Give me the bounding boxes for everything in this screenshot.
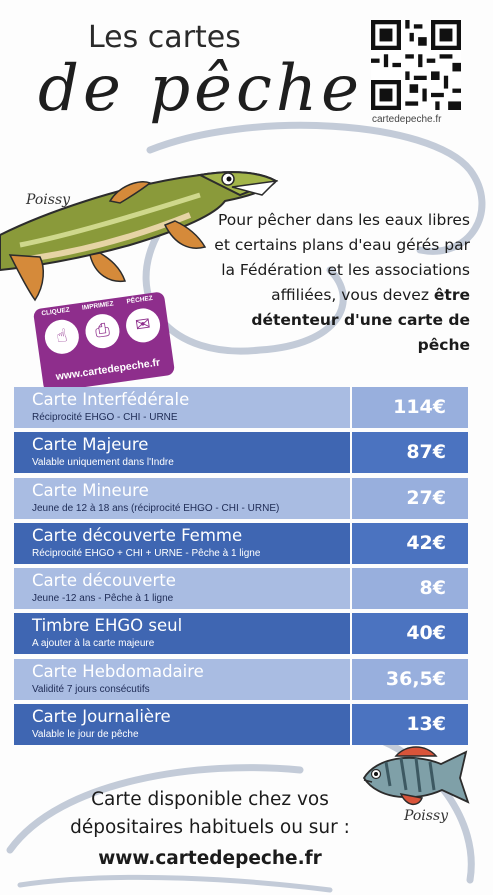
title-line-1: Les cartes (88, 20, 241, 55)
price-row (14, 659, 468, 700)
card-price: 36,5€ (385, 667, 446, 690)
card-description: Jeune -12 ans - Pêche à 1 ligne (32, 593, 174, 605)
badge-step-2-label: IMPRIMEZ (81, 300, 115, 312)
card-description: Réciprocité EHGO + CHI + URNE - Pêche à 1 ligne (32, 547, 261, 559)
availability-line-1: Carte disponible chez vos (91, 789, 329, 810)
price-row (14, 568, 468, 609)
price-cell (352, 432, 468, 473)
card-name: Carte Hebdomadaire (32, 661, 204, 681)
price-row-label-cell (14, 432, 350, 473)
card-description: Validité 7 jours consécutifs (32, 683, 150, 695)
card-name: Carte Mineure (32, 480, 149, 500)
price-row (14, 523, 468, 564)
printer-icon: ⎙ (83, 312, 121, 350)
price-row-label-cell (14, 613, 350, 654)
card-description: Réciprocité EHGO - CHI - URNE (32, 412, 178, 423)
card-price: 40€ (406, 622, 446, 645)
card-price: 114€ (393, 396, 446, 418)
price-row-label-cell (14, 523, 350, 564)
price-row (14, 432, 468, 473)
badge-step-3-label: PÊCHEZ (126, 294, 154, 306)
card-name: Carte Journalière (32, 707, 171, 727)
price-row-label-cell (14, 568, 350, 609)
card-price: 87€ (406, 441, 446, 464)
price-cell (352, 704, 468, 745)
intro-plain: Pour pêcher dans les eaux libres et certains plans d'eau gérés par la Fédération et les associations affiliées, vous devez (214, 211, 470, 304)
artist-signature-top: Poissy (26, 192, 71, 208)
card-name: Carte découverte (32, 571, 176, 591)
price-row-label-cell (14, 704, 350, 745)
card-description: Jeune de 12 à 18 ans (réciprocité EHGO - CHI - URNE) (32, 502, 280, 514)
badge-step-1-label: CLIQUEZ (40, 306, 71, 318)
card-name: Carte Interfédérale (32, 390, 190, 409)
card-name: Timbre EHGO seul (32, 616, 183, 636)
price-row (14, 387, 468, 428)
card-price: 42€ (406, 531, 446, 554)
card-name: Carte découverte Femme (32, 525, 243, 545)
card-price: 13€ (406, 713, 446, 736)
price-row (14, 704, 468, 745)
price-cell (352, 613, 468, 654)
price-row (14, 478, 468, 519)
price-table (14, 387, 468, 749)
website-link[interactable]: www.cartedepeche.fr (98, 848, 322, 869)
intro-text (200, 208, 470, 358)
price-row-label-cell (14, 478, 350, 519)
card-description: A ajouter à la carte majeure (32, 638, 155, 650)
qr-code-icon[interactable] (371, 20, 461, 110)
price-cell (352, 478, 468, 519)
price-cell (352, 659, 468, 700)
card-name: Carte Majeure (32, 435, 149, 455)
availability-line-2: dépositaires habituels ou sur : (70, 817, 350, 838)
intro-bold: être détenteur d'une carte de pêche (251, 286, 470, 354)
card-description: Valable uniquement dans l'Indre (32, 457, 174, 469)
card-description: Valable le jour de pêche (32, 729, 139, 741)
price-cell (352, 523, 468, 564)
fish-icon: ✉ (124, 306, 162, 344)
artist-signature-bottom: Poissy (404, 808, 449, 824)
card-price: 8€ (419, 577, 446, 600)
card-price: 27€ (406, 486, 446, 509)
price-cell (352, 387, 468, 428)
price-row-label-cell (14, 387, 350, 428)
badge-url[interactable]: www.cartedepeche.fr (54, 356, 161, 383)
price-row (14, 613, 468, 654)
price-cell (352, 568, 468, 609)
click-hand-icon: ☝ (43, 318, 81, 356)
price-row-label-cell (14, 659, 350, 700)
availability-note (40, 786, 380, 876)
qr-url[interactable]: cartedepeche.fr (372, 114, 442, 125)
title-line-2: de pêche (38, 52, 363, 126)
